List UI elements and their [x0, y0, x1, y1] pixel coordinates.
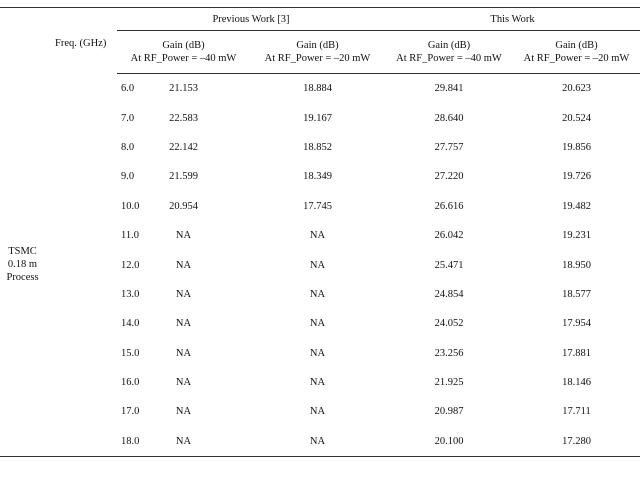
table-row	[0, 103, 640, 132]
this-gain-20-cell: 19.231	[562, 230, 591, 242]
technology-label-line1: TSMC	[8, 246, 37, 258]
table-row	[0, 397, 640, 426]
prev-gain-40-cell: NA	[175, 377, 192, 389]
sub-header-this-20	[513, 31, 640, 74]
this-gain-20-cell: 17.280	[513, 427, 640, 457]
freq-header-label: Freq. (GHz)	[55, 38, 107, 49]
sub-header-prev-20	[250, 31, 385, 74]
this-gain-20-cell: 20.623	[562, 83, 591, 95]
this-gain-20-cell: 19.482	[562, 200, 591, 212]
table-row	[0, 427, 640, 457]
table-row	[0, 162, 640, 191]
prev-gain-40-cell: NA	[175, 347, 192, 359]
technology-label-line2: 0.18 m	[7, 259, 38, 271]
this-gain-40-cell: 25.471	[434, 259, 464, 271]
this-gain-40-cell: 27.220	[434, 171, 464, 183]
corner-cell	[0, 8, 45, 74]
gain-comparison-table	[0, 7, 640, 457]
freq-cell: 6.0	[121, 82, 135, 94]
this-gain-20-cell: 17.954	[562, 318, 591, 330]
freq-cell: 11.0	[121, 230, 139, 242]
this-gain-20-cell: 18.950	[562, 259, 591, 271]
prev-gain-40-cell: NA	[175, 406, 192, 418]
prev-gain-20-cell: NA	[309, 406, 326, 418]
freq-cell: 8.0	[121, 141, 135, 153]
prev-gain-20-cell: NA	[309, 230, 326, 242]
this-gain-40-cell: 24.052	[434, 318, 464, 330]
prev-gain-40-cell: NA	[175, 318, 192, 330]
previous-work-label: Previous Work [3]	[212, 13, 290, 25]
prev-gain-40-cell: 20.954	[169, 200, 198, 212]
technology-label-line3: Process	[6, 272, 39, 284]
prev-gain-20-cell: NA	[309, 318, 326, 330]
freq-cell: 16.0	[121, 377, 140, 389]
freq-cell: 10.0	[121, 200, 140, 212]
sub-header-line1: Gain (dB)	[555, 40, 598, 51]
this-gain-40-cell: 23.256	[434, 347, 464, 359]
prev-gain-40-cell: 21.599	[169, 171, 198, 183]
this-gain-20-cell: 20.524	[562, 112, 591, 124]
sub-header-line2: At RF_Power = –40 mW	[396, 53, 502, 64]
this-gain-20-cell: 18.577	[562, 288, 591, 300]
prev-gain-40-cell: 21.153	[169, 83, 198, 95]
this-gain-40-cell: 28.640	[434, 112, 464, 124]
table-row	[0, 368, 640, 397]
table-row	[0, 133, 640, 162]
sub-header-prev-40	[117, 31, 250, 74]
freq-cell: 15.0	[121, 347, 140, 359]
prev-gain-40-cell: NA	[117, 427, 250, 457]
prev-gain-20-cell: 18.852	[303, 141, 332, 153]
prev-gain-40-cell: NA	[175, 230, 192, 242]
prev-gain-20-cell: NA	[309, 259, 326, 271]
freq-cell: 13.0	[121, 288, 140, 300]
freq-cell: 12.0	[121, 259, 140, 271]
sub-header-line1: Gain (dB)	[162, 40, 205, 51]
table-body	[0, 74, 640, 457]
group-header-row	[0, 8, 640, 31]
this-gain-40-cell: 20.987	[434, 406, 464, 418]
freq-cell: 14.0	[121, 318, 140, 330]
freq-header	[45, 8, 117, 74]
sub-header-line2: At RF_Power = –40 mW	[130, 53, 237, 64]
prev-gain-20-cell: 18.349	[303, 171, 332, 183]
prev-gain-20-cell: NA	[250, 427, 385, 457]
this-gain-40-cell: 26.042	[434, 230, 464, 242]
sub-header-line2: At RF_Power = –20 mW	[523, 53, 630, 64]
prev-gain-40-cell: 22.583	[169, 112, 198, 124]
table-row	[0, 74, 640, 104]
this-gain-40-cell: 24.854	[434, 288, 464, 300]
freq-cell: 17.0	[121, 406, 140, 418]
prev-gain-20-cell: NA	[309, 288, 326, 300]
table-row	[0, 309, 640, 338]
this-work-header	[385, 8, 640, 31]
prev-gain-40-cell: 22.142	[169, 141, 198, 153]
this-gain-40-cell: 29.841	[434, 83, 464, 95]
prev-gain-20-cell: NA	[309, 377, 326, 389]
sub-header-line1: Gain (dB)	[427, 40, 471, 51]
this-gain-40-cell: 26.616	[434, 200, 464, 212]
freq-cell: 7.0	[121, 112, 135, 124]
prev-gain-20-cell: 18.884	[303, 83, 332, 95]
this-gain-20-cell: 19.856	[562, 141, 591, 153]
table-row	[0, 250, 640, 279]
this-gain-40-cell: 20.100	[385, 427, 513, 457]
table-row	[0, 192, 640, 221]
this-gain-20-cell: 17.711	[562, 406, 591, 418]
prev-gain-20-cell: 17.745	[303, 200, 332, 212]
this-gain-20-cell: 18.146	[562, 377, 591, 389]
previous-work-header	[117, 8, 385, 31]
sub-header-line2: At RF_Power = –20 mW	[264, 53, 371, 64]
this-gain-20-cell: 19.726	[562, 171, 591, 183]
table-row	[0, 280, 640, 309]
this-gain-20-cell: 17.881	[562, 347, 591, 359]
this-work-label: This Work	[490, 13, 535, 25]
freq-cell: 18.0	[45, 427, 117, 457]
prev-gain-40-cell: NA	[175, 288, 192, 300]
prev-gain-20-cell: 19.167	[303, 112, 332, 124]
technology-cell	[0, 74, 45, 457]
this-gain-40-cell: 27.757	[434, 141, 464, 153]
table-row	[0, 221, 640, 250]
sub-header-line1: Gain (dB)	[296, 40, 339, 51]
freq-cell: 9.0	[121, 171, 135, 183]
table-row	[0, 339, 640, 368]
sub-header-this-40	[385, 31, 513, 74]
prev-gain-20-cell: NA	[309, 347, 326, 359]
prev-gain-40-cell: NA	[175, 259, 192, 271]
this-gain-40-cell: 21.925	[434, 377, 464, 389]
